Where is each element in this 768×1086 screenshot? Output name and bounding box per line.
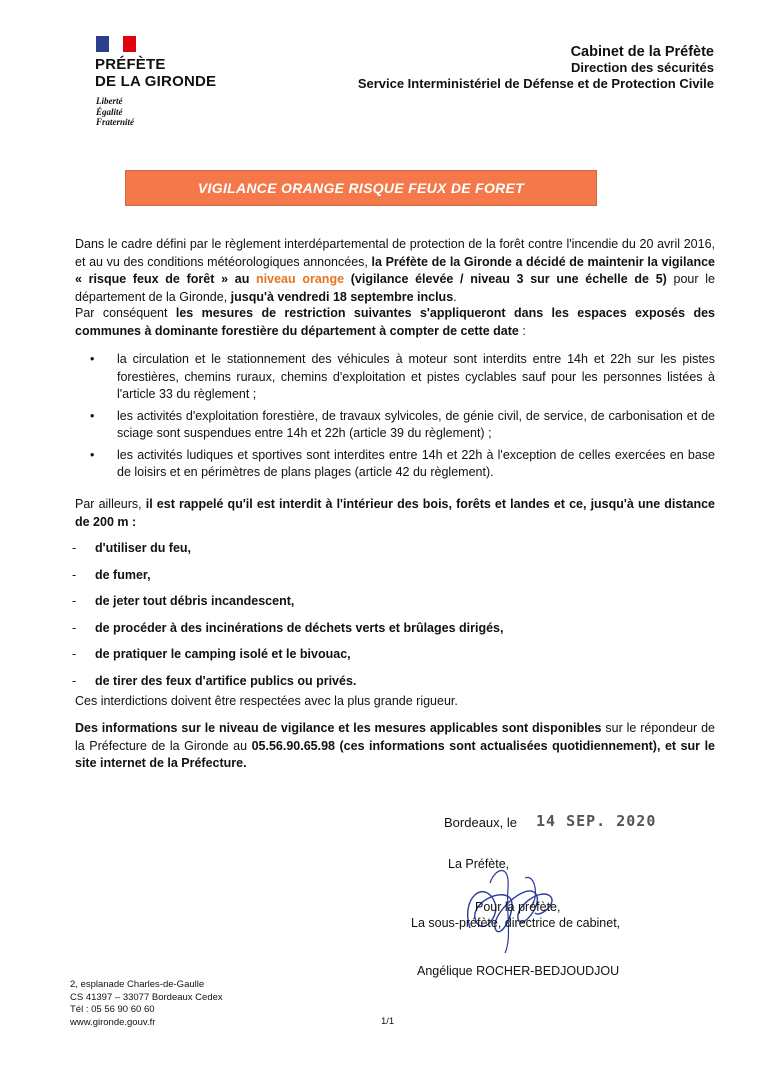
info-paragraph [75,720,715,773]
signature-line-1: Pour la préfète, [475,900,561,914]
footer-address [70,979,223,1029]
intro-level-orange: niveau orange [256,272,345,286]
restriction-item-text: les activités ludiques et sportives sont interdites entre 14h et 22h à l'exception de celles exercées en base de loisirs et en périmètres de plans plages (article 42 du règlement). [117,447,715,479]
prohibitions-text-bold: il est rappelé qu'il est interdit à l'intérieur des bois, forêts et landes et ce, jusqu'à une distance de 200 m : [75,497,715,529]
prohibitions-list [72,540,503,699]
footer-address-line-1: 2, esplanade Charles-de-Gaulle [70,979,205,990]
list-item [72,620,503,647]
signature-place: Bordeaux, le [444,815,517,830]
date-stamp: 14 SEP. 2020 [536,812,657,830]
prefete-title: La Préfète, [448,857,510,871]
dash-icon: - [72,673,77,688]
motto-fraternite: Fraternité [96,117,135,127]
motto-egalite: Égalité [96,106,123,117]
rigueur-paragraph: Ces interdictions doivent être respectées avec la plus grande rigueur. [75,694,458,708]
bullet-icon: • [90,408,95,423]
restriction-item-text: la circulation et le stationnement des véhicules à moteur sont interdits entre 14h et 22h sur les pistes forestières, chemins ruraux, chemins d'exploitation et pistes cyclables sauf pour les personnes listées à l'article 33 du règlement ; [117,352,715,401]
restrictions-text-c: : [518,323,526,338]
logo-line-1: PRÉFÈTE [95,56,166,73]
page-number: 1/1 [381,1016,395,1027]
list-item [72,646,503,673]
list-item [90,447,715,482]
prohibition-item-text: de pratiquer le camping isolé et le bivouac, [95,647,351,661]
restrictions-list [90,351,715,486]
prefecture-logo-text [95,56,216,90]
prohibitions-text-a: Par ailleurs, [75,497,146,511]
motto-liberte: Liberté [96,96,123,106]
prohibitions-paragraph [75,496,715,531]
dash-icon: - [72,647,77,661]
dash-icon: - [72,620,77,635]
prohibition-item-text: d'utiliser du feu, [95,541,192,555]
cabinet-title: Cabinet de la Préfète [570,44,714,60]
info-text-b: sur le répondeur de la Préfecture de la Gironde au [75,721,715,753]
dash-icon: - [72,567,77,582]
list-item [72,540,503,567]
list-item [72,593,503,620]
intro-text-e: pour le département de la Gironde, [75,272,715,304]
list-item [90,408,715,443]
bullet-icon: • [90,352,95,366]
service-title: Service Interministériel de Défense et de Protection Civile [357,76,714,91]
restrictions-text-bold: les mesures de restriction suivantes s'appliqueront dans les espaces exposés des communes à dominante forestière du département à compter de cette date [75,306,715,338]
direction-title: Direction des sécurités [570,60,714,75]
dash-icon: - [72,541,77,555]
flag-red-band [123,36,136,52]
list-item [90,351,715,404]
restrictions-paragraph [75,305,715,340]
flag-white-band [109,36,122,52]
banner-title: VIGILANCE ORANGE RISQUE FEUX DE FORET [197,180,525,196]
logo-line-2: DE LA GIRONDE [95,73,217,90]
prohibition-item-text: de procéder à des incinérations de déchets verts et brûlages dirigés, [95,620,504,635]
prohibition-item-text: de jeter tout débris incandescent, [95,594,295,608]
prohibition-item-text: de tirer des feux d'artifice publics ou privés. [95,673,357,688]
issuing-service-block [358,44,714,92]
list-item [72,567,503,594]
dash-icon: - [72,594,77,608]
signature-line-2: La sous-préfète, directrice de cabinet, [411,916,621,930]
intro-level-detail: (vigilance élevée / niveau 3 sur une échelle de 5) [344,272,667,286]
restrictions-text-a: Par conséquent [75,306,176,320]
intro-end-date: jusqu'à vendredi 18 septembre inclus [230,289,454,304]
flag-blue-band [96,36,109,52]
footer-address-line-2: CS 41397 – 33077 Bordeaux Cedex [70,991,223,1003]
bullet-icon: • [90,447,95,462]
signatory-name: Angélique ROCHER-BEDJOUDJOU [417,964,620,978]
intro-paragraph [75,236,715,306]
footer-phone: Tél : 05 56 90 60 60 [70,1004,155,1015]
info-text-bold-a: Des informations sur le niveau de vigilance et les mesures applicables sont disponibles [75,721,602,735]
marianne-flag-icon [96,36,136,52]
vigilance-banner [125,170,597,206]
prohibition-item-text: de fumer, [95,567,151,582]
intro-text-decision: la Préfète de la Gironde a décidé de maintenir la vigilance « risque feux de forêt » au [75,254,715,286]
info-text-bold-c: 05.56.90.65.98 (ces informations sont actualisées quotidiennement), et sur le site internet de la Préfecture. [75,738,715,770]
footer-website-link[interactable]: www.gironde.gouv.fr [70,1016,156,1028]
intro-text-a: Dans le cadre défini par le règlement interdépartemental de protection de la forêt contre l'incendie du 20 avril 2016, et au vu des conditions météorologiques annoncées, [75,237,715,269]
restriction-item-text: les activités d'exploitation forestière, de travaux sylvicoles, de génie civil, de service, de carbonisation et de sciage sont suspendues entre 14h et 22h (article 39 du règlement) ; [117,408,715,440]
intro-text-g: . [453,289,457,304]
republic-motto [96,96,134,128]
